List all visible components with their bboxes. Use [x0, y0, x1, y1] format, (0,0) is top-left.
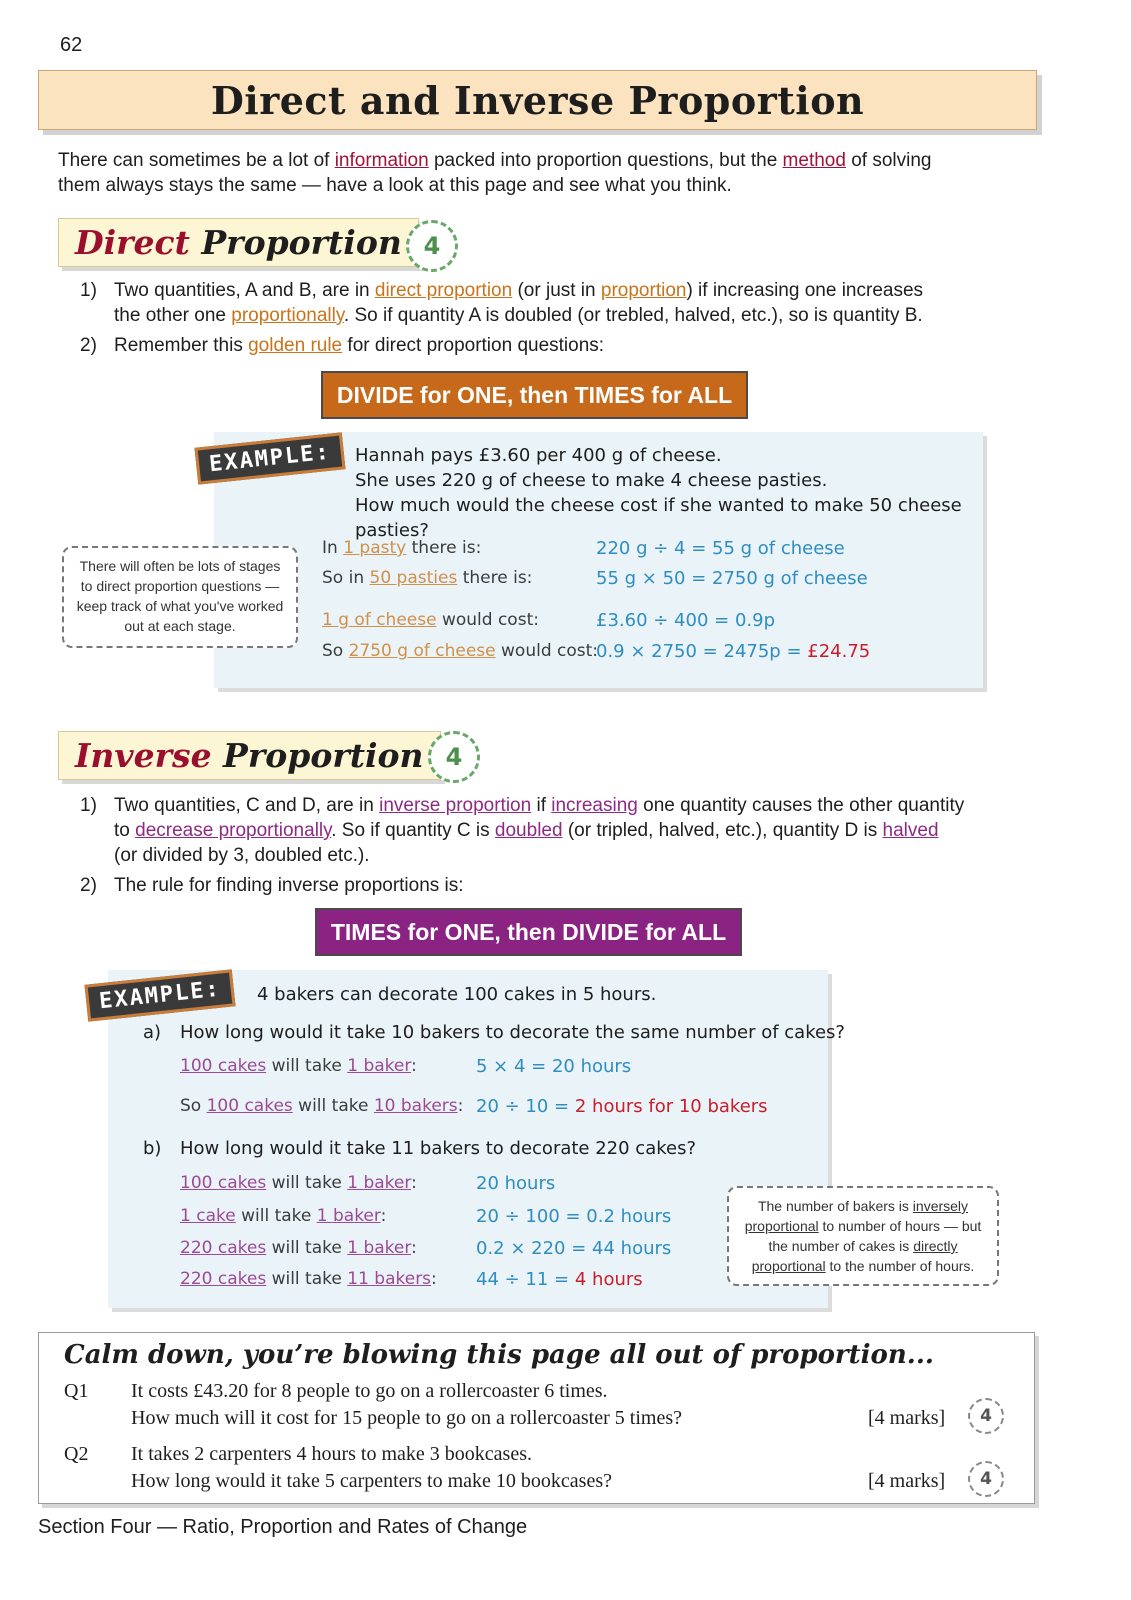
question-text-q1: It costs £43.20 for 8 people to go on a rollercoaster 6 times. How much will it cost for 15 people to go on a rollercoaster 5 times?	[131, 1380, 682, 1429]
inverse-calc-a2: 20 ÷ 10 = 2 hours for 10 bakers	[476, 1096, 768, 1117]
direct-calc-row-1: 220 g ÷ 4 = 55 g of cheese	[596, 538, 845, 559]
page-title: Direct and Inverse Proportion	[38, 70, 1037, 130]
question-label-q1: Q1	[64, 1380, 89, 1402]
inverse-working-b3: 220 cakes will take 1 baker:	[180, 1238, 417, 1258]
inverse-working-b4: 220 cakes will take 11 bakers:	[180, 1269, 437, 1289]
grade-badge-icon: 4	[968, 1398, 1004, 1434]
inverse-answer-b: 4 hours	[574, 1269, 643, 1290]
grade-badge-icon: 4	[406, 220, 458, 272]
question-label-q2: Q2	[64, 1443, 89, 1465]
direct-example-question: Hannah pays £3.60 per 400 g of cheese. She uses 220 g of cheese to make 4 cheese pasties. How much would the cheese cost if she wanted to make 50 cheese pasties?	[355, 445, 962, 541]
direct-proportion-heading: Direct Proportion	[58, 218, 419, 267]
direct-working-row-3: 1 g of cheese would cost:	[322, 610, 539, 630]
marks-q1: [4 marks]	[868, 1407, 946, 1429]
direct-point-2: 2) Remember this golden rule for direct proportion questions:	[80, 335, 605, 356]
direct-calc-row-2: 55 g × 50 = 2750 g of cheese	[596, 568, 868, 589]
page-number: 62	[60, 34, 83, 56]
inverse-working-b1: 100 cakes will take 1 baker:	[180, 1173, 417, 1193]
direct-points	[80, 278, 1040, 358]
inverse-rule: TIMES for ONE, then DIVIDE for ALL	[315, 908, 742, 956]
inverse-question-a: How long would it take 10 bakers to decorate the same number of cakes?	[180, 1022, 845, 1043]
direct-working-row-1: In 1 pasty there is:	[322, 538, 482, 558]
grade-badge-icon: 4	[428, 731, 480, 783]
direct-working-row-2: So in 50 pasties there is:	[322, 568, 533, 588]
direct-calc-row-3: £3.60 ÷ 400 = 0.9p	[596, 610, 775, 631]
section-footer: Section Four — Ratio, Proportion and Rates of Change	[38, 1516, 528, 1538]
grade-badge-icon: 4	[968, 1461, 1004, 1497]
inverse-points	[80, 793, 1060, 898]
direct-golden-rule: DIVIDE for ONE, then TIMES for ALL	[321, 371, 748, 419]
direct-point-1: 1) Two quantities, A and B, are in direct proportion (or just in proportion) if increasing one increases the other one proportionally. So if quantity A is doubled (or trebled, halved, etc.), so is quantity B.	[80, 280, 924, 326]
inverse-proportion-heading: Inverse Proportion	[58, 731, 441, 780]
direct-tip-note: There will often be lots of stages to direct proportion questions — keep track of what you've worked out at each stage.	[62, 546, 298, 648]
intro-text: There can sometimes be a lot of information packed into proportion questions, but the method of solving them always stays the same — have a look at this page and see what you think.	[58, 150, 932, 196]
inverse-calc-b4: 44 ÷ 11 = 4 hours	[476, 1269, 643, 1290]
inverse-tip-note: The number of bakers is inversely proportional to number of hours — but the number of cakes is directly proportional to the number of hours.	[727, 1186, 999, 1286]
inverse-working-b2: 1 cake will take 1 baker:	[180, 1206, 387, 1226]
inverse-point-2: 2) The rule for finding inverse proportions is:	[80, 875, 464, 896]
inverse-question-b-label: b)	[143, 1138, 162, 1159]
inverse-calc-b2: 20 ÷ 100 = 0.2 hours	[476, 1206, 672, 1227]
marks-q2: [4 marks]	[868, 1470, 946, 1492]
questions-heading: Calm down, you’re blowing this page all out of proportion...	[64, 1340, 934, 1370]
inverse-calc-b1: 20 hours	[476, 1173, 556, 1194]
direct-working-row-4: So 2750 g of cheese would cost:	[322, 641, 599, 661]
direct-answer: £24.75	[807, 641, 871, 662]
inverse-calc-b3: 0.2 × 220 = 44 hours	[476, 1238, 672, 1259]
inverse-answer-a: 2 hours for 10 bakers	[574, 1096, 768, 1117]
inverse-point-1: 1) Two quantities, C and D, are in inverse proportion if increasing one quantity causes the other quantity to decrease proportionally. So if quantity C is doubled (or tripled, halved, etc.), quantity D is halved (or divided by 3, doubled etc.).	[80, 795, 965, 866]
direct-calc-row-4: 0.9 × 2750 = 2475p = £24.75	[596, 641, 871, 662]
example-badge: EXAMPLE:	[84, 969, 235, 1021]
inverse-calc-a1: 5 × 4 = 20 hours	[476, 1056, 632, 1077]
inverse-working-a1: 100 cakes will take 1 baker:	[180, 1056, 417, 1076]
inverse-working-a2: So 100 cakes will take 10 bakers:	[180, 1096, 464, 1116]
question-text-q2: It takes 2 carpenters 4 hours to make 3 bookcases. How long would it take 5 carpenters to make 10 bookcases?	[131, 1443, 612, 1492]
inverse-example-stem: 4 bakers can decorate 100 cakes in 5 hours.	[257, 984, 657, 1005]
inverse-question-b: How long would it take 11 bakers to decorate 220 cakes?	[180, 1138, 697, 1159]
example-badge: EXAMPLE:	[194, 432, 345, 484]
inverse-question-a-label: a)	[143, 1022, 162, 1043]
